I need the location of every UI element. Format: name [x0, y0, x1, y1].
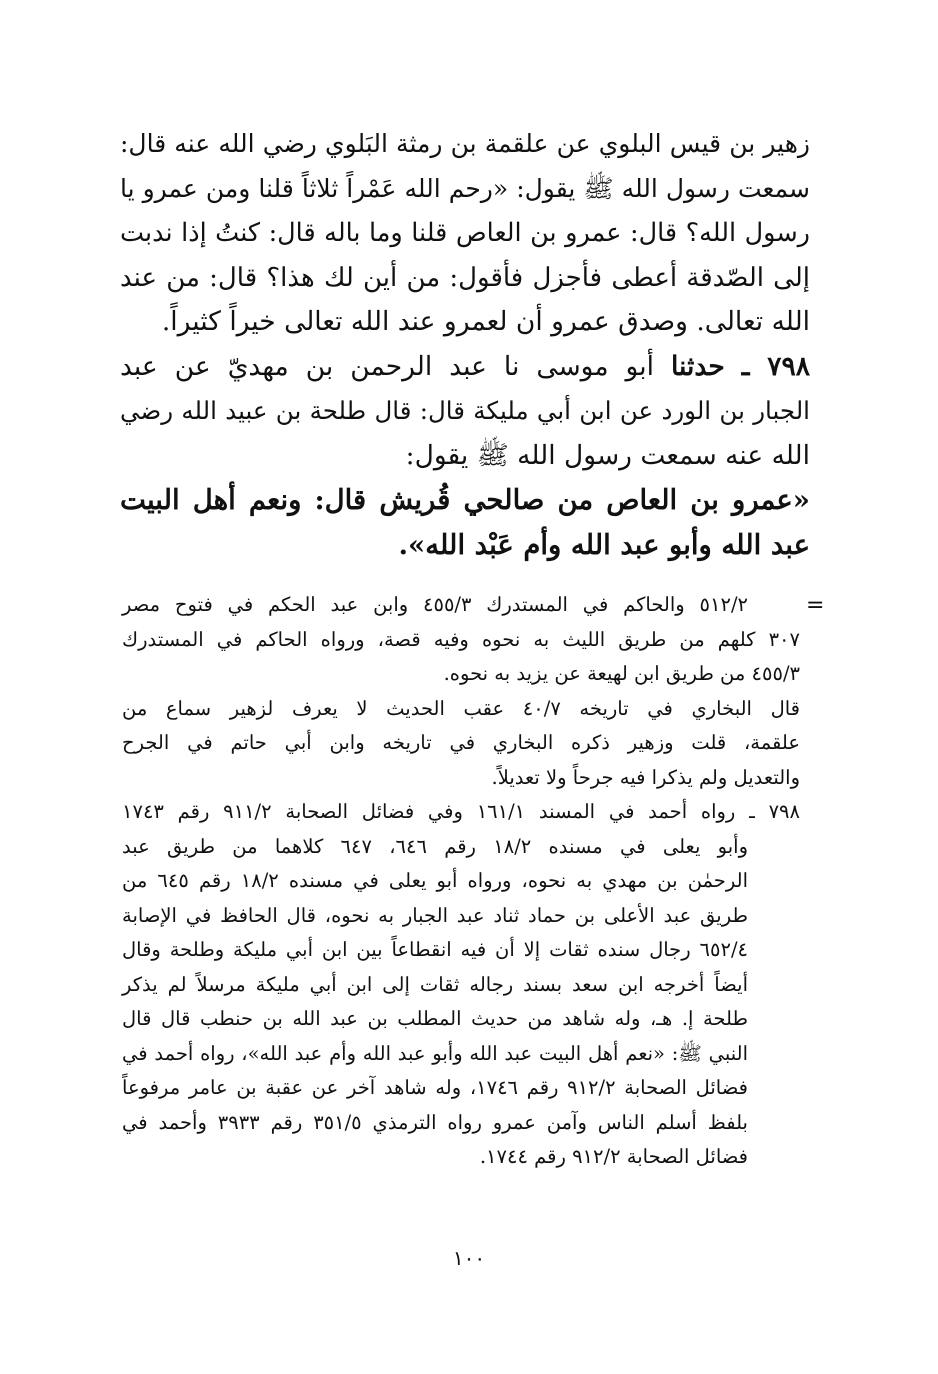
hadith-quote-line: «عمرو بن العاص من صالحي قُريش قال: ونعم أهل البيت — [120, 484, 810, 516]
footnote-line: علقمة، قلت وزهير ذكره البخاري في تاريخه وابن أبي حاتم في الجرح — [122, 731, 800, 754]
text-line: الجبار بن الورد عن ابن أبي مليكة قال: قال طلحة بن عبيد الله رضي — [120, 396, 810, 425]
footnote-line: فضائل الصحابة ٩١٢/٢ رقم ١٧٤٦، وله شاهد آخر عن عقبة بن عامر مرفوعاً — [122, 1076, 748, 1099]
hadith-lead-word: حدثنا — [670, 350, 725, 382]
footnote-line: ٤٥٥/٣ من طريق ابن لهيعة عن يزيد به نحوه. — [443, 662, 800, 685]
footnotes — [122, 588, 800, 1175]
footnote-line: النبي ﷺ: «نعم أهل البيت عبد الله وأبو عبد الله وأم عبد الله»، رواه أحمد في — [122, 1041, 748, 1065]
hadith-798-first-line — [120, 345, 810, 390]
text-line: سمعت رسول الله ﷺ يقول: «رحم الله عَمْراً ثلاثاً قلنا ومن عمرو يا — [120, 173, 810, 203]
hadith-quote-line: عبد الله وأبو عبد الله وأم عَبْد الله». — [398, 529, 810, 561]
page-number: ١٠٠ — [452, 1246, 486, 1270]
text-line: زهير بن قيس البلوي عن علقمة بن رمثة البَلوي رضي الله عنه قال: — [120, 129, 810, 158]
footnote-line: قال البخاري في تاريخه ٤٠/٧ عقب الحديث لا يعرف لزهير سماع من — [122, 696, 800, 720]
footnote-line: فضائل الصحابة ٩١٢/٢ رقم ١٧٤٤. — [479, 1145, 748, 1168]
footnote-line: ٦٥٢/٤ رجال سنده ثقات إلا أن فيه انقطاعاً بين ابن أبي مليكة وطلحة وقال — [122, 938, 748, 961]
text-line: رسول الله؟ قال: عمرو بن العاص قلنا وما باله قال: كنتُ إذا ندبت — [120, 218, 810, 248]
text-line: إلى الصّدقة أعطى فأجزل فأقول: من أين لك هذا؟ قال: من عند — [120, 262, 810, 293]
footnote-798-first-line: ٧٩٨ ـ رواه أحمد في المسند ١٦١/١ وفي فضائل الصحابة ٩١١/٢ رقم ١٧٤٣ — [122, 800, 800, 823]
hadith-number: ٧٩٨ ـ — [741, 350, 810, 382]
footnote-line: بلفظ أسلم الناس وآمن عمرو رواه الترمذي ٣٥١/٥ رقم ٣٩٣٣ وأحمد في — [122, 1110, 748, 1134]
footnote-line: وأبو يعلى في مسنده ١٨/٢ رقم ٦٤٦، ٦٤٧ كلاهما من طريق عبد — [122, 834, 748, 858]
text-line: الله عنه سمعت رسول الله ﷺ يقول: — [405, 439, 810, 471]
footnote-line: ٣٠٧ كلهم من طريق الليث به نحوه وفيه قصة، ورواه الحاكم في المستدرك — [122, 627, 800, 651]
text-line: الله تعالى. وصدق عمرو أن لعمرو عند الله تعالى خيراً كثيراً. — [161, 306, 810, 337]
footnote-line: الرحمٰن بن مهدي به نحوه، ورواه أبو يعلى في مسنده ١٨/٢ رقم ٦٤٥ من — [122, 869, 748, 892]
footnote-line: ٥١٢/٢ والحاكم في المستدرك ٤٥٥/٣ وابن عبد الحكم في فتوح مصر — [122, 593, 748, 616]
main-text — [120, 122, 810, 568]
footnote-continuation-marker: = — [806, 593, 825, 618]
footnote-line: طريق عبد الأعلى بن حماد ثناد عبد الجبار به نحوه، قال الحافظ في الإصابة — [122, 903, 748, 927]
hadith-first-line-text: أبو موسى نا عبد الرحمن بن مهديّ عن عبد — [120, 350, 654, 382]
footnote-line: والتعديل ولم يذكرا فيه جرحاً ولا تعديلاً. — [491, 765, 800, 789]
footnote-line: أيضاً أخرجه ابن سعد بسند رجاله ثقات إلى ابن أبي مليكة مرسلاً لم يذكر — [122, 972, 748, 996]
footnote-line: طلحة إ. هـ، وله شاهد من حديث المطلب بن عبد الله بن حنطب قال قال — [122, 1007, 748, 1030]
